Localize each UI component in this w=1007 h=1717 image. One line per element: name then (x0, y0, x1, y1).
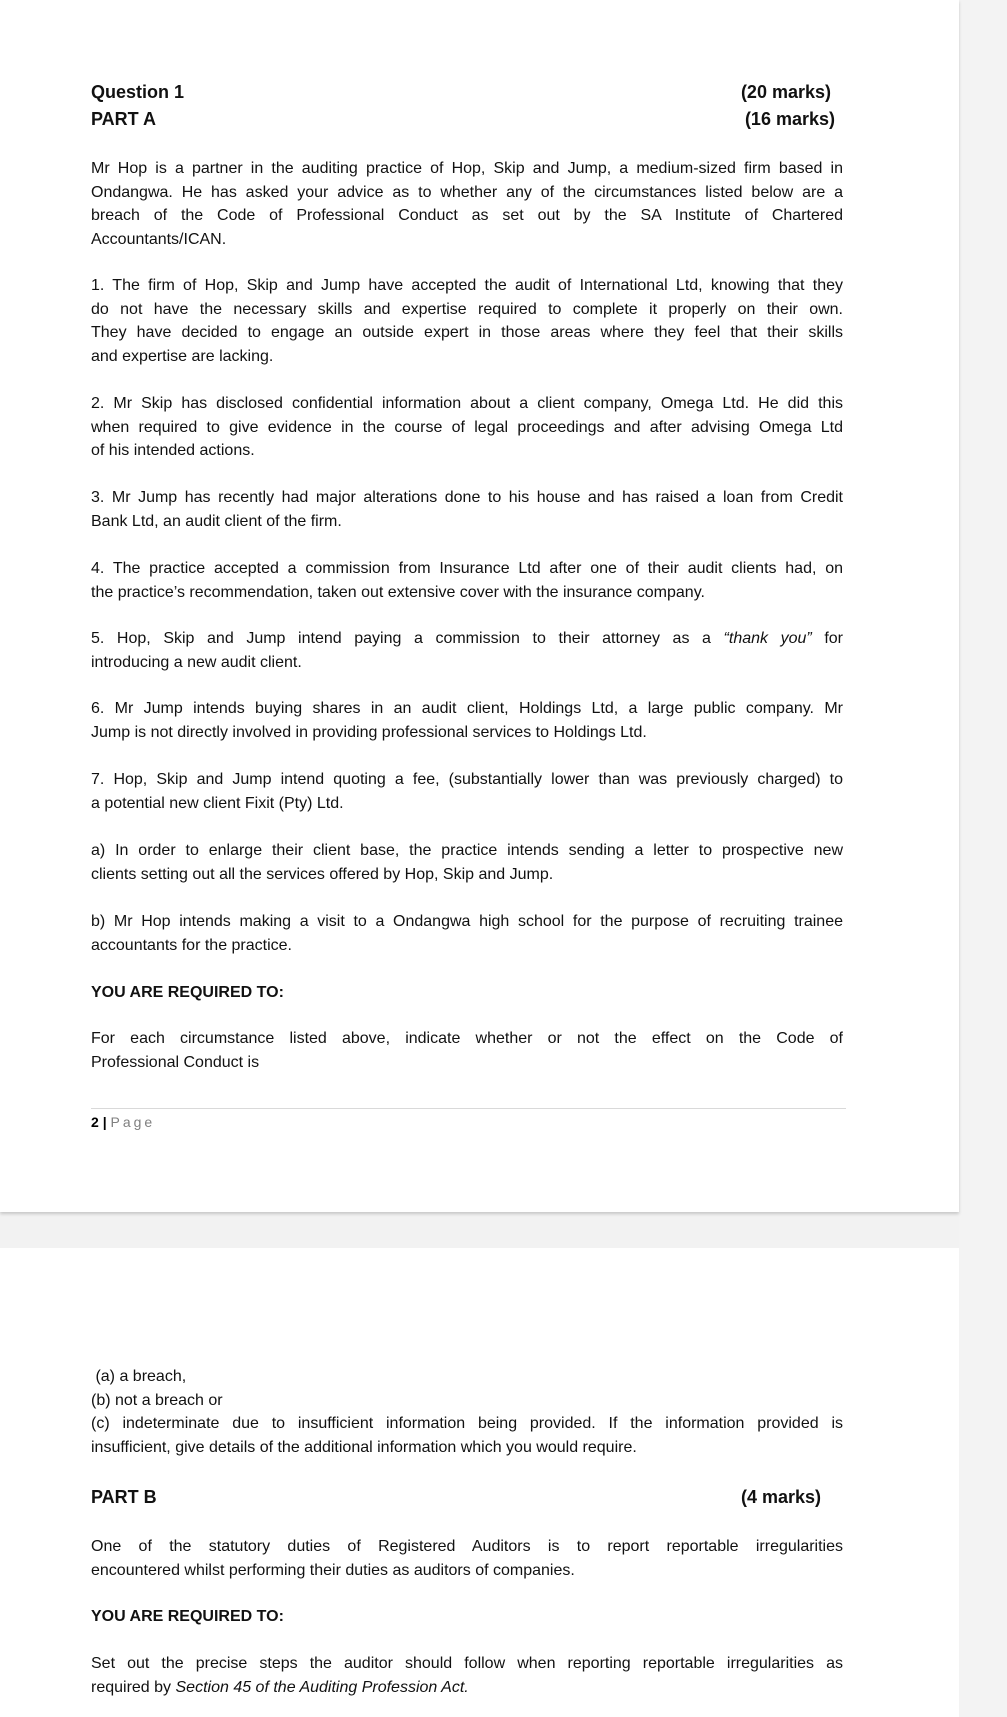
text-line: do not have the necessary skills and expertise required to complete it properly on their own. (91, 300, 843, 318)
text-line: accountants for the practice. (91, 936, 292, 954)
page-number: 2 (91, 1114, 99, 1130)
text-line: YOU ARE REQUIRED TO: (91, 984, 284, 1001)
text-line: (a) a breach, (91, 1368, 187, 1385)
text-line: 2. Mr Skip has disclosed confidential information about a client company, Omega Ltd. He did this (91, 395, 843, 412)
text-line: Jump is not directly involved in providing professional services to Holdings Ltd. (91, 723, 647, 741)
part-a-heading (91, 107, 835, 131)
paragraph-item-7 (91, 768, 843, 815)
paragraph-item-5 (91, 627, 843, 674)
text-line: (b) not a breach or (91, 1391, 223, 1409)
italic-text: “thank you” (723, 630, 812, 647)
text-line: a potential new client Fixit (Pty) Ltd. (91, 794, 344, 812)
paragraph-intro (91, 157, 843, 251)
text-line: Set out the precise steps the auditor should follow when reporting reportable irregularities as (91, 1655, 843, 1672)
text-line: b) Mr Hop intends making a visit to a Ondangwa high school for the purpose of recruiting trainee (91, 913, 843, 930)
text-line: 6. Mr Jump intends buying shares in an audit client, Holdings Ltd, a large public company. Mr (91, 700, 843, 717)
paragraph-part-b-text (91, 1535, 843, 1582)
text-line: YOU ARE REQUIRED TO: (91, 1608, 284, 1625)
text-line: 7. Hop, Skip and Jump intend quoting a fee, (substantially lower than was previously charged) to (91, 771, 843, 788)
paragraph-item-4 (91, 557, 843, 604)
paragraph-item-3 (91, 486, 843, 533)
text-line: Bank Ltd, an audit client of the firm. (91, 512, 342, 530)
text-line: encountered whilst performing their duties as auditors of companies. (91, 1561, 575, 1579)
text-segment: for (811, 630, 843, 647)
text-line (91, 1676, 843, 1700)
paragraph-required-text-a (91, 1027, 843, 1074)
question-title: Question 1 (91, 82, 185, 102)
text-line: the practice’s recommendation, taken out extensive cover with the insurance company. (91, 583, 705, 601)
text-line: 4. The practice accepted a commission from Insurance Ltd after one of their audit clients had, on (91, 560, 843, 577)
text-line: when required to give evidence in the course of legal proceedings and after advising Omega Ltd (91, 418, 843, 436)
paragraph-item-b (91, 910, 843, 957)
footer-separator: | (102, 1114, 107, 1130)
paragraph-options (91, 1365, 843, 1459)
text-line: and expertise are lacking. (91, 347, 274, 365)
paragraph-item-6 (91, 697, 843, 744)
text-line: For each circumstance listed above, indicate whether or not the effect on the Code of (91, 1030, 843, 1047)
text-line: Mr Hop is a partner in the auditing practice of Hop, Skip and Jump, a medium-sized firm based in (91, 160, 843, 177)
text-line: a) In order to enlarge their client base, the practice intends sending a letter to prospective new (91, 842, 843, 859)
text-line: 1. The firm of Hop, Skip and Jump have accepted the audit of International Ltd, knowing that they (91, 277, 843, 294)
text-line: Ondangwa. He has asked your advice as to whether any of the circumstances listed below are a (91, 183, 843, 201)
text-line: introducing a new audit client. (91, 653, 302, 671)
text-segment: 5. Hop, Skip and Jump intend paying a commission to their attorney as a (91, 630, 724, 647)
paragraph-required-text-b (91, 1652, 843, 1699)
part-b-title: PART B (91, 1487, 157, 1507)
text-segment: required by (91, 1678, 176, 1696)
text-line: of his intended actions. (91, 442, 255, 459)
part-b-marks: (4 marks) (740, 1487, 821, 1507)
page-label: Page (110, 1114, 156, 1130)
text-line: clients setting out all the services offered by Hop, Skip and Jump. (91, 865, 554, 883)
paragraph-required-heading-a (91, 981, 843, 1005)
text-line: insufficient, give details of the additional information which you would require. (91, 1438, 637, 1456)
viewer-side-panel (959, 0, 1007, 1717)
text-line: Accountants/ICAN. (91, 230, 227, 248)
paragraph-item-1 (91, 274, 843, 368)
paragraph-item-2 (91, 392, 843, 463)
text-line: Professional Conduct is (91, 1053, 260, 1071)
italic-text: Section 45 of the Auditing Profession Act. (175, 1678, 469, 1696)
question-marks: (20 marks) (740, 82, 831, 102)
part-a-title: PART A (91, 109, 156, 129)
question-heading (91, 80, 831, 104)
footer-divider (91, 1108, 846, 1109)
part-a-marks: (16 marks) (744, 109, 835, 129)
part-b-heading (91, 1485, 821, 1509)
page-footer (91, 1112, 155, 1132)
paragraph-item-a (91, 839, 843, 886)
document-page-3 (0, 1248, 959, 1717)
text-line: breach of the Code of Professional Conduct as set out by the SA Institute of Chartered (91, 207, 843, 224)
text-line (91, 627, 843, 651)
text-line: One of the statutory duties of Registered Auditors is to report reportable irregularities (91, 1538, 843, 1555)
text-line: (c) indeterminate due to insufficient information being provided. If the information provided is (91, 1415, 843, 1432)
text-line: They have decided to engage an outside expert in those areas where they feel that their skills (91, 324, 843, 341)
paragraph-required-heading-b (91, 1605, 843, 1629)
text-line: 3. Mr Jump has recently had major alterations done to his house and has raised a loan from Credit (91, 489, 843, 506)
